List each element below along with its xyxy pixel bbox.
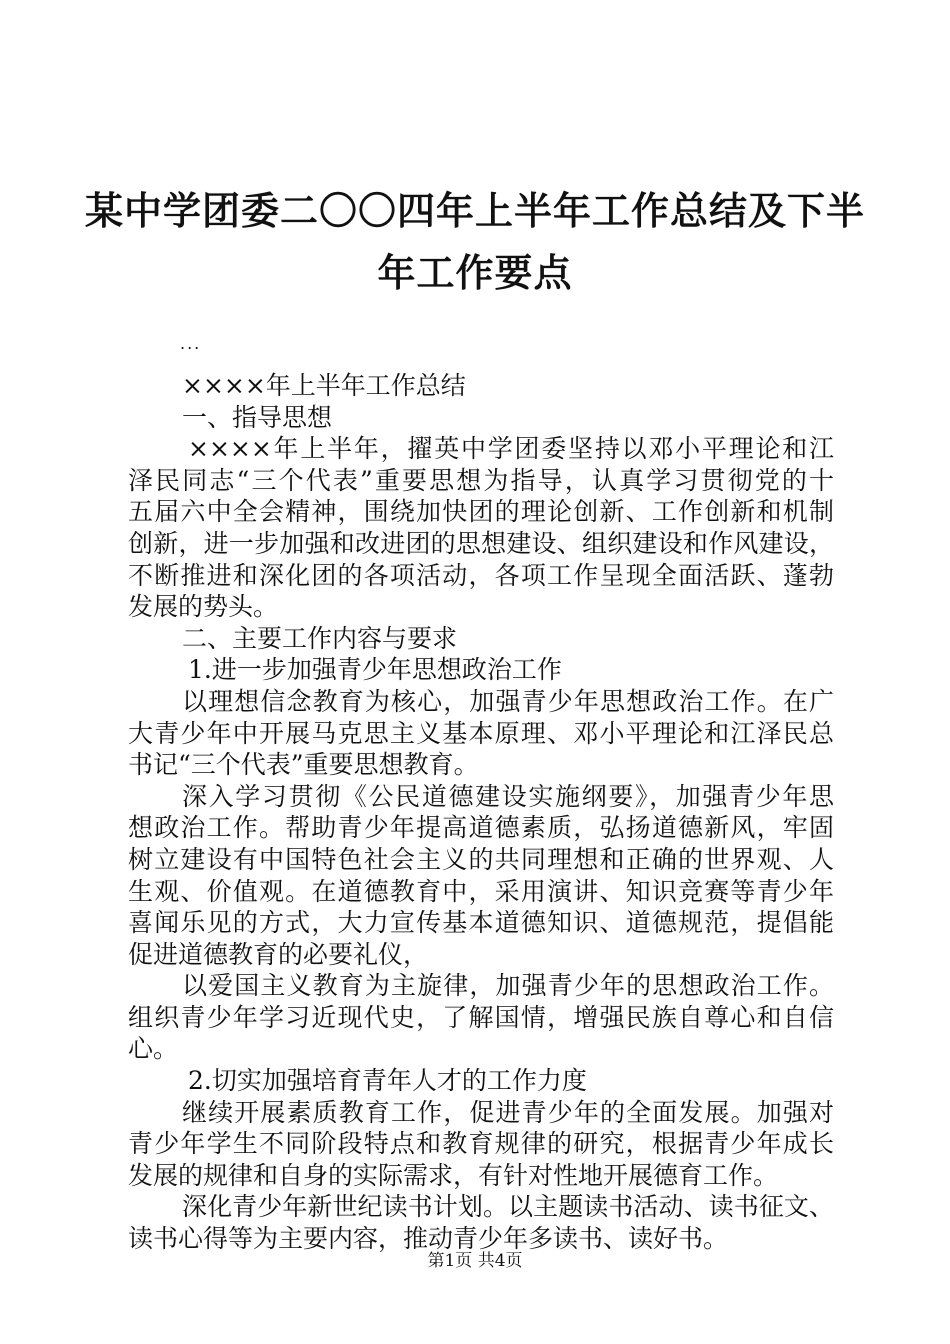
paragraph-line: 继续开展素质教育工作，促进青少年的全面发展。加强对 [182,1097,834,1127]
paragraph-line: 以理想信念教育为核心，加强青少年思想政治工作。在广 [182,686,834,716]
paragraph-line: 不断推进和深化团的各项活动，各项工作呈现全面活跃、蓬勃 [128,560,834,590]
paragraph-line: 深化青少年新世纪读书计划。以主题读书活动、读书征文、 [182,1192,834,1222]
paragraph-line: 青少年学生不同阶段特点和教育规律的研究，根据青少年成长 [128,1129,834,1159]
paragraph-line: 喜闻乐见的方式，大力宣传基本道德知识、道德规范，提倡能 [128,908,834,938]
document-title-line-1: 某中学团委二〇〇四年上半年工作总结及下半 [84,188,865,233]
subsection-heading: 1.进一步加强青少年思想政治工作 [188,655,562,685]
subsection-heading: 2.切实加强培育青年人才的工作力度 [188,1066,587,1096]
paragraph-line: 大青少年中开展马克思主义基本原理、邓小平理论和江泽民总 [128,718,834,748]
paragraph-line: 心。 [128,1034,179,1064]
page-number-footer: 第1页 共4页 [427,1251,523,1271]
paragraph-line: 读书心得等为主要内容，推动青少年多读书、读好书。 [128,1224,729,1254]
paragraph-line: 深入学习贯彻《公民道德建设实施纲要》，加强青少年思 [182,781,834,811]
document-title-line-2: 年工作要点 [377,250,573,295]
paragraph-line: 发展的势头。 [128,592,279,622]
paragraph-line: ××××年上半年，擢英中学团委坚持以邓小平理论和江 [188,434,834,464]
paragraph-line: 树立建设有中国特色社会主义的共同理想和正确的世界观、人 [128,844,834,874]
ellipsis-marker: ... [180,334,202,353]
section-heading: 一、指导思想 [182,402,333,432]
paragraph-line: 生观、价值观。在道德教育中，采用演讲、知识竞赛等青少年 [128,876,834,906]
section-heading: ××××年上半年工作总结 [182,371,466,400]
paragraph-line: 书记“三个代表”重要思想教育。 [128,750,479,780]
paragraph-line: 以爱国主义教育为主旋律，加强青少年的思想政治工作。 [182,971,834,1001]
document-body [128,318,834,1255]
paragraph-line: 想政治工作。帮助青少年提高道德素质，弘扬道德新风，牢固 [128,813,834,843]
paragraph-line: 五届六中全会精神，围绕加快团的理论创新、工作创新和机制 [128,497,834,527]
paragraph-line: 创新，进一步加强和改进团的思想建设、组织建设和作风建设， [128,528,834,558]
paragraph-line: 发展的规律和自身的实际需求，有针对性地开展德育工作。 [128,1160,779,1190]
paragraph-line: 组织青少年学习近现代史，了解国情，增强民族自尊心和自信 [128,1002,834,1032]
paragraph-line: 泽民同志“三个代表”重要思想为指导，认真学习贯彻党的十 [128,465,834,495]
section-heading: 二、主要工作内容与要求 [182,623,458,653]
paragraph-line: 促进道德教育的必要礼仪， [128,939,429,969]
